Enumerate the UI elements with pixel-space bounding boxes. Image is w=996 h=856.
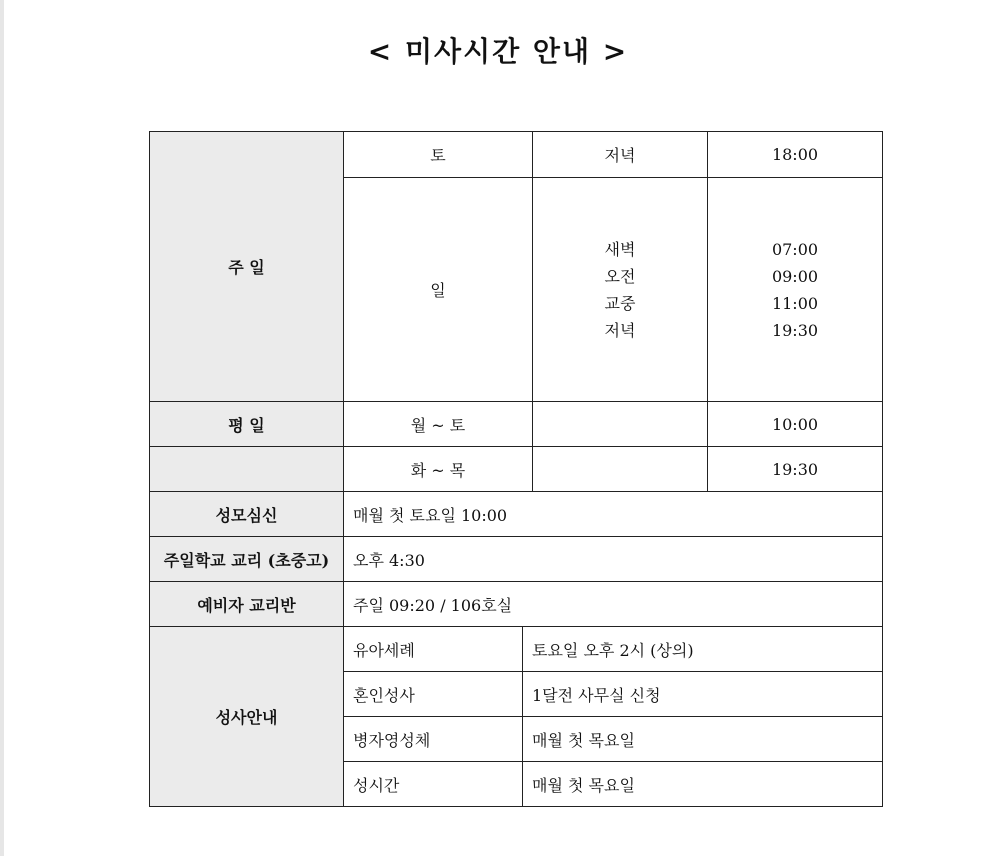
info-row <box>150 492 883 537</box>
weekday-mass-time: 10:00 <box>708 402 883 447</box>
sunday-mass-time: 07:00 <box>771 239 819 259</box>
weekday-row <box>150 402 883 447</box>
weekday-days: 월 ~ 토 <box>344 402 533 447</box>
page-title: < 미사시간 안내 > <box>367 35 629 68</box>
sacrament-label: 성사안내 <box>150 627 344 807</box>
weekday-label-empty <box>150 447 344 492</box>
sunday-mass-time: 11:00 <box>771 293 819 313</box>
sacrament-name: 혼인성사 <box>344 672 523 717</box>
sacrament-detail: 토요일 오후 2시 (상의) <box>523 627 883 672</box>
sunday-mass-names <box>533 178 708 402</box>
info-value: 주일 09:20 / 106호실 <box>344 582 883 627</box>
sacrament-detail: 매월 첫 목요일 <box>523 762 883 807</box>
info-table <box>149 491 883 627</box>
sunday-label: 주 일 <box>150 132 344 402</box>
saturday-mass-name: 저녁 <box>533 132 708 178</box>
info-label: 주일학교 교리 (초중고) <box>150 537 344 582</box>
weekday-mass-name <box>533 402 708 447</box>
sacrament-table <box>149 626 883 807</box>
sunday-mass-time: 09:00 <box>771 266 819 286</box>
saturday-day: 토 <box>344 132 533 178</box>
sunday-mass-times <box>708 178 883 402</box>
weekday-days: 화 ~ 목 <box>344 447 533 492</box>
sunday-mass-name: 새벽 <box>604 239 636 259</box>
sunday-mass-time: 19:30 <box>771 320 819 340</box>
info-label: 성모심신 <box>150 492 344 537</box>
info-value: 매월 첫 토요일 10:00 <box>344 492 883 537</box>
saturday-mass-time: 18:00 <box>708 132 883 178</box>
weekday-label: 평 일 <box>150 402 344 447</box>
sunday-day: 일 <box>344 178 533 402</box>
info-row <box>150 582 883 627</box>
info-label: 예비자 교리반 <box>150 582 344 627</box>
sunday-mass-name: 교중 <box>604 293 636 313</box>
info-value: 오후 4:30 <box>344 537 883 582</box>
sacrament-detail: 1달전 사무실 신청 <box>523 672 883 717</box>
weekday-row <box>150 447 883 492</box>
weekday-mass-name <box>533 447 708 492</box>
sunday-mass-name: 오전 <box>604 266 636 286</box>
sacrament-name: 병자영성체 <box>344 717 523 762</box>
sunday-mass-name: 저녁 <box>604 320 636 340</box>
sacrament-detail: 매월 첫 목요일 <box>523 717 883 762</box>
sacrament-name: 유아세례 <box>344 627 523 672</box>
weekday-mass-time: 19:30 <box>708 447 883 492</box>
page-left-edge <box>0 0 4 856</box>
sacrament-row <box>150 627 883 672</box>
saturday-row <box>150 132 883 178</box>
sacrament-name: 성시간 <box>344 762 523 807</box>
mass-schedule-table <box>149 131 883 492</box>
info-row <box>150 537 883 582</box>
